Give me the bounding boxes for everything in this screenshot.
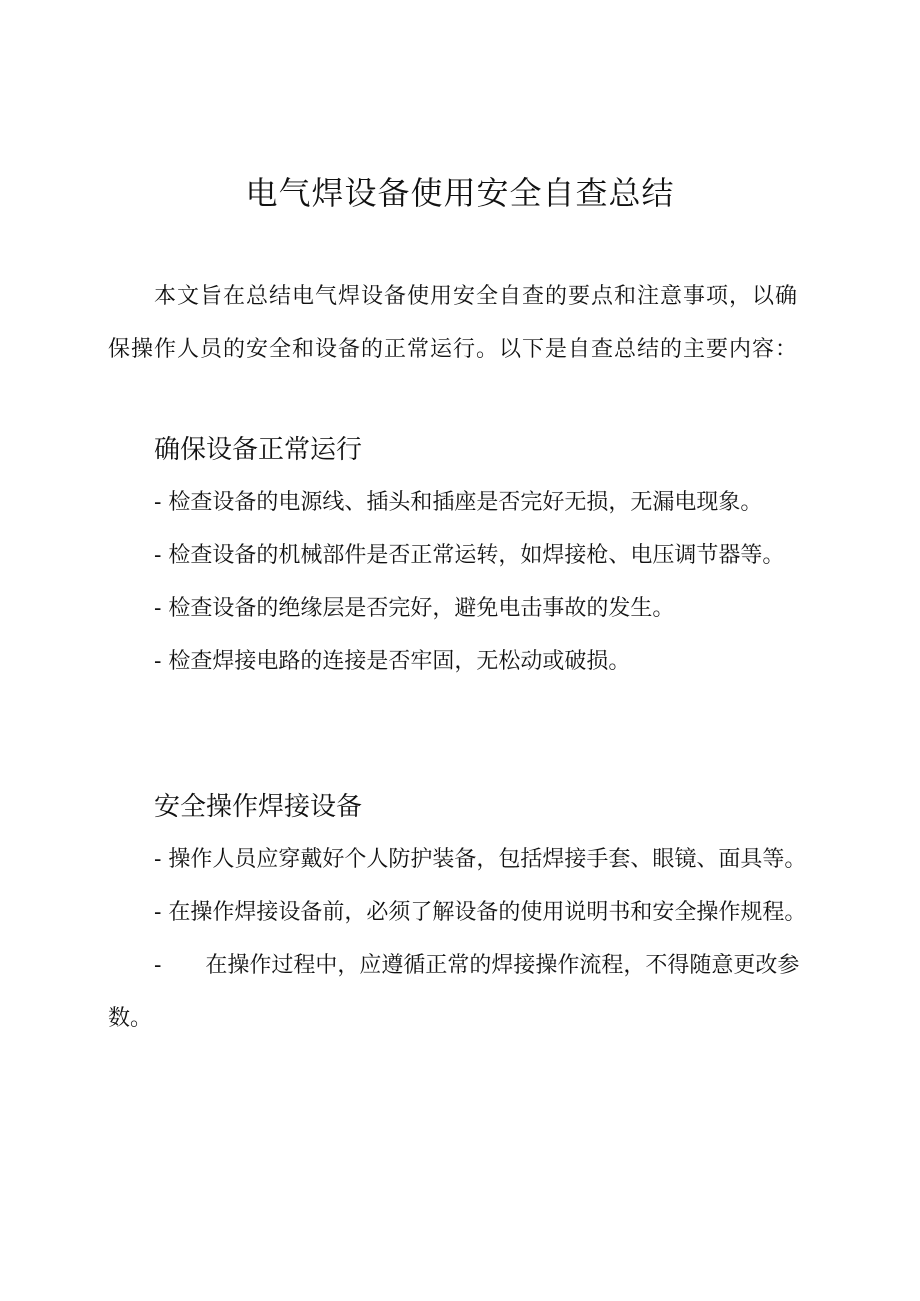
list-item: - 检查设备的绝缘层是否完好，避免电击事故的发生。	[154, 596, 675, 621]
list-item: - 检查焊接电路的连接是否牢固，无松动或破损。	[154, 649, 631, 674]
list-item: - 操作人员应穿戴好个人防护装备，包括焊接手套、眼镜、面具等。	[154, 847, 807, 872]
intro-paragraph: 本文旨在总结电气焊设备使用安全自查的要点和注意事项，以确保操作人员的安全和设备的正常运行。以下是自查总结的主要内容：	[108, 284, 799, 362]
section-heading-operation: 安全操作焊接设备	[154, 792, 363, 822]
list-item: - 在操作焊接设备前，必须了解设备的使用说明书和安全操作规程。	[154, 900, 807, 925]
document-title: 电气焊设备使用安全自查总结	[245, 174, 675, 212]
checklist-equipment	[108, 476, 820, 688]
list-item: - 在操作过程中，应遵循正常的焊接操作流程，不得随意更改参数。	[108, 953, 800, 1031]
checklist-operation	[108, 833, 820, 1045]
list-item: - 检查设备的电源线、插头和插座是否完好无损，无漏电现象。	[154, 490, 763, 515]
section-heading-equipment: 确保设备正常运行	[154, 435, 363, 465]
list-item: - 检查设备的机械部件是否正常运转，如焊接枪、电压调节器等。	[154, 543, 785, 568]
